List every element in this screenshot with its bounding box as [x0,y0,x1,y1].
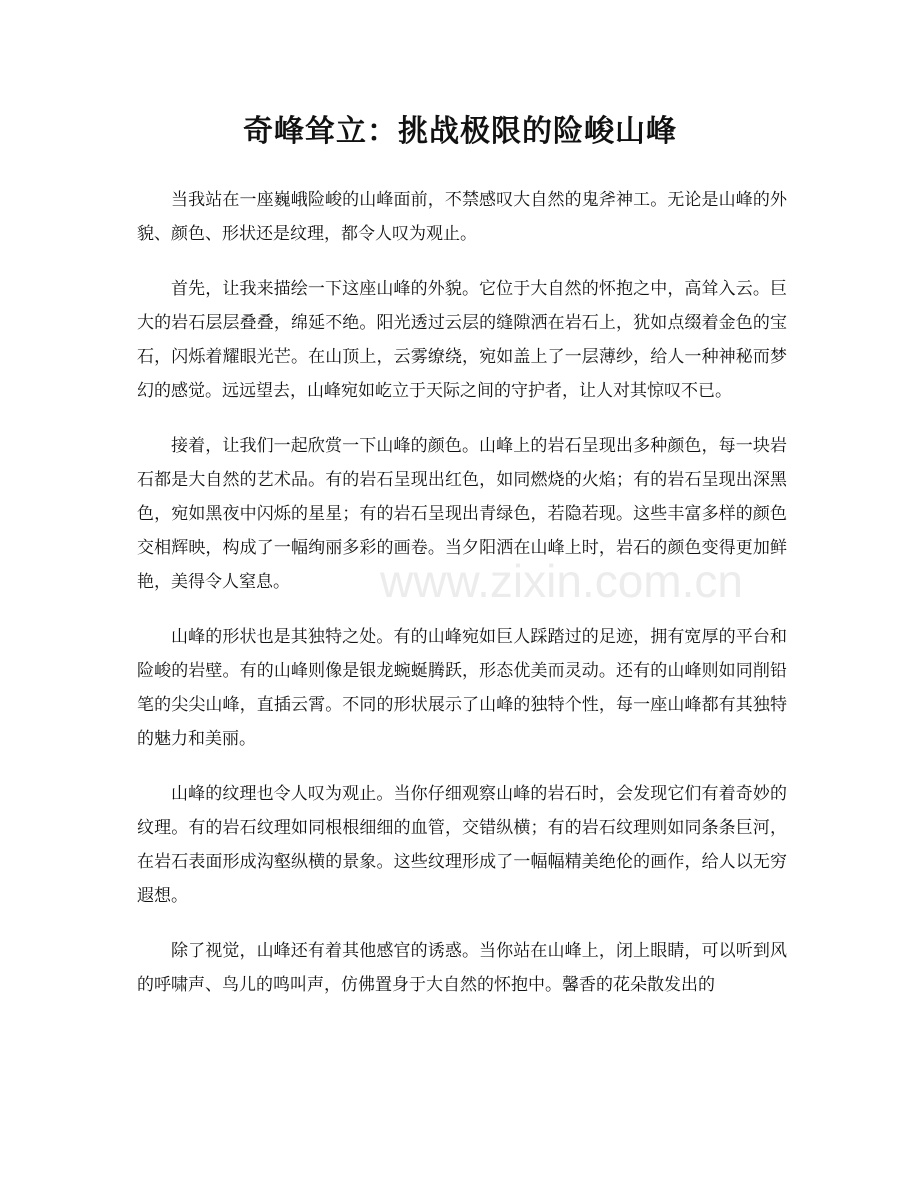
paragraph-2: 首先，让我来描绘一下这座山峰的外貌。它位于大自然的怀抱之中，高耸入云。巨大的岩石层层叠叠，绵延不绝。阳光透过云层的缝隙洒在岩石上，犹如点缀着金色的宝石，闪烁着耀眼光芒。在山顶上，云雾缭绕，宛如盖上了一层薄纱，给人一种神秘而梦幻的感觉。远远望去，山峰宛如屹立于天际之间的守护者，让人对其惊叹不已。 [137,279,787,401]
document-title: 奇峰耸立：挑战极限的险峻山峰 [243,114,677,149]
paragraph-3: 接着，让我们一起欣赏一下山峰的颜色。山峰上的岩石呈现出多种颜色，每一块岩石都是大自然的艺术品。有的岩石呈现出红色，如同燃烧的火焰；有的岩石呈现出深黑色，宛如黑夜中闪烁的星星；有的岩石呈现出青绿色，若隐若现。这些丰富多样的颜色交相辉映，构成了一幅绚丽多彩的画卷。当夕阳洒在山峰上时，岩石的颜色变得更加鲜艳，美得令人窒息。 [137,436,787,592]
paragraph-5: 山峰的纹理也令人叹为观止。当你仔细观察山峰的岩石时，会发现它们有着奇妙的纹理。有的岩石纹理如同根根细细的血管，交错纵横；有的岩石纹理则如同条条巨河，在岩石表面形成沟壑纵横的景象。这些纹理形成了一幅幅精美绝伦的画作，给人以无穷遐想。 [137,784,787,906]
document-body [137,183,787,1023]
paragraph-1: 当我站在一座巍峨险峻的山峰面前，不禁感叹大自然的鬼斧神工。无论是山峰的外貌、颜色、形状还是纹理，都令人叹为观止。 [137,190,787,244]
paragraph-4: 山峰的形状也是其独特之处。有的山峰宛如巨人踩踏过的足迹，拥有宽厚的平台和险峻的岩壁。有的山峰则像是银龙蜿蜒腾跃，形态优美而灵动。还有的山峰则如同削铅笔的尖尖山峰，直插云霄。不同的形状展示了山峰的独特个性，每一座山峰都有其独特的魅力和美丽。 [137,627,787,749]
watermark-text: www.zixin.com.cn [380,555,743,607]
paragraph-6: 除了视觉，山峰还有着其他感官的诱惑。当你站在山峰上，闭上眼睛，可以听到风的呼啸声、鸟儿的鸣叫声，仿佛置身于大自然的怀抱中。馨香的花朵散发出的 [137,941,787,995]
